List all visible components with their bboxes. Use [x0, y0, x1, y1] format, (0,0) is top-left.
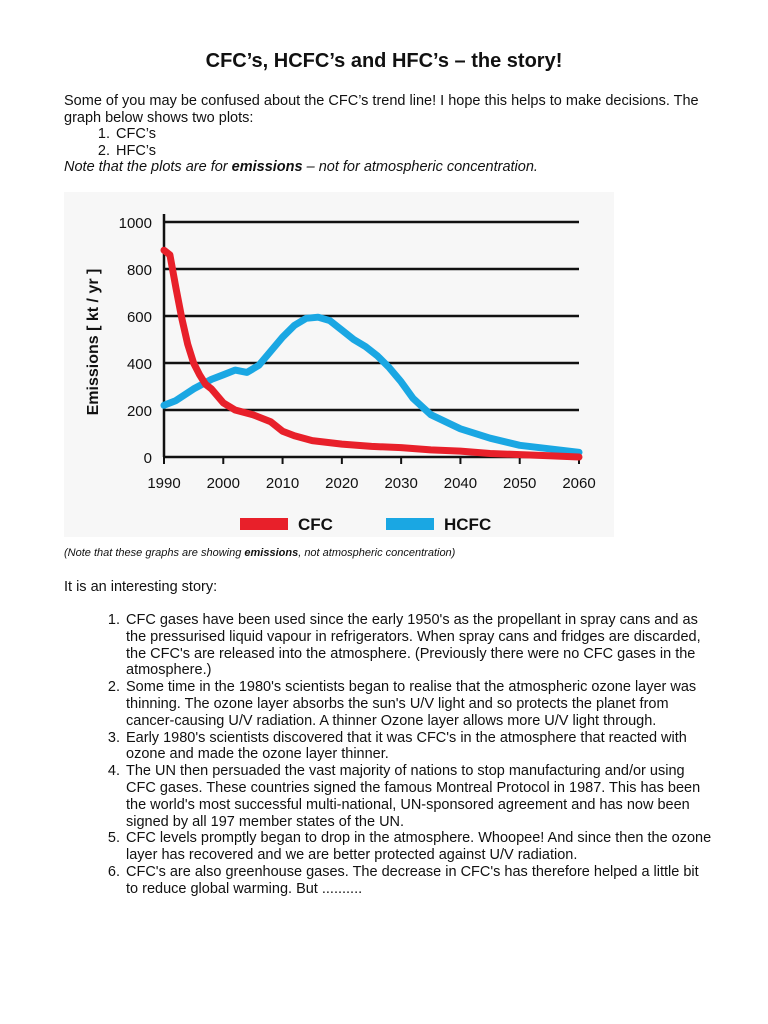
intro-paragraph: Some of you may be confused about the CFC’s trend line! I hope this helps to make decisions. The graph below shows two plots:: [64, 93, 699, 126]
x-tick-label: 1990: [147, 475, 181, 492]
emissions-chart: [64, 192, 614, 537]
x-tick-label: 2010: [265, 475, 300, 492]
y-tick-label: 600: [126, 309, 152, 326]
x-tick-label: 2000: [206, 475, 240, 492]
y-axis-label: Emissions [ kt / yr ]: [85, 268, 102, 416]
story-list-item: 6. CFC's are also greenhouse gases. The decrease in CFC's has therefore helped a little bit to reduce global warming. But ..........: [124, 864, 714, 898]
story-list-item: 4. The UN then persuaded the vast majority of nations to stop manufacturing and/or using CFC gases. These countries signed the famous Montreal Protocol in 1987. This has been the world's most successful multi-national, UN-sponsored agreement and has now been signed by all 197 member states of the UN.: [124, 763, 714, 830]
caption-text: , not atmospheric concentration): [298, 547, 456, 559]
y-tick-label: 1000: [118, 215, 152, 232]
story-list-item: 1. CFC gases have been used since the early 1950's as the propellant in spray cans and as the pressurised liquid vapour in refrigerators. When spray cans and fridges are discarded, the CFC's are released into the atmosphere. (Previously there were no CFC gases in the atmosphere.): [124, 612, 714, 679]
note-text: – not for atmospheric concentration.: [302, 159, 538, 175]
intro-list-item: 1. CFC’s: [114, 126, 704, 143]
legend-swatch-cfc: [240, 518, 288, 530]
caption-emphasis: emissions: [244, 547, 299, 559]
y-tick-label: 400: [126, 356, 152, 373]
story-section: [64, 612, 714, 898]
x-tick-label: 2050: [503, 475, 537, 492]
y-tick-label: 800: [126, 262, 152, 279]
y-tick-label: 200: [126, 403, 152, 420]
x-tick-label: 2030: [384, 475, 418, 492]
x-tick-label: 2040: [443, 475, 478, 492]
intro-list: [64, 126, 704, 159]
y-tick-label: 0: [143, 450, 152, 467]
legend-label-hcfc: HCFC: [444, 515, 492, 534]
legend-label-cfc: CFC: [298, 515, 333, 534]
note-emphasis: emissions: [231, 159, 303, 175]
page-title: CFC’s, HCFC’s and HFC’s – the story!: [205, 50, 563, 72]
intro-section: [64, 93, 704, 176]
emissions-note: [64, 159, 704, 176]
x-tick-label: 2060: [562, 475, 596, 492]
caption-text: (Note that these graphs are showing: [64, 547, 245, 559]
note-text: Note that the plots are for: [64, 159, 232, 175]
chart-svg: [64, 192, 614, 537]
story-list-item: 5. CFC levels promptly began to drop in the atmosphere. Whoopee! And since then the ozone layer has recovered and we are better protected against U/V radiation.: [124, 830, 714, 864]
intro-list-item: 2. HFC’s: [114, 143, 704, 160]
x-tick-label: 2020: [325, 475, 359, 492]
legend-swatch-hcfc: [386, 518, 434, 530]
story-list-item: 3. Early 1980's scientists discovered that it was CFC's in the atmosphere that reacted with ozone and made the ozone layer thinner.: [124, 730, 714, 764]
story-list: [64, 612, 714, 898]
chart-caption: [64, 547, 455, 559]
story-list-item: 2. Some time in the 1980's scientists began to realise that the atmospheric ozone layer was thinning. The ozone layer absorbs the sun's U/V light and so protects the planet from cancer-causing U/V radiation. A thinner Ozone layer allows more U/V light through.: [124, 679, 714, 729]
story-intro: It is an interesting story:: [64, 579, 218, 595]
